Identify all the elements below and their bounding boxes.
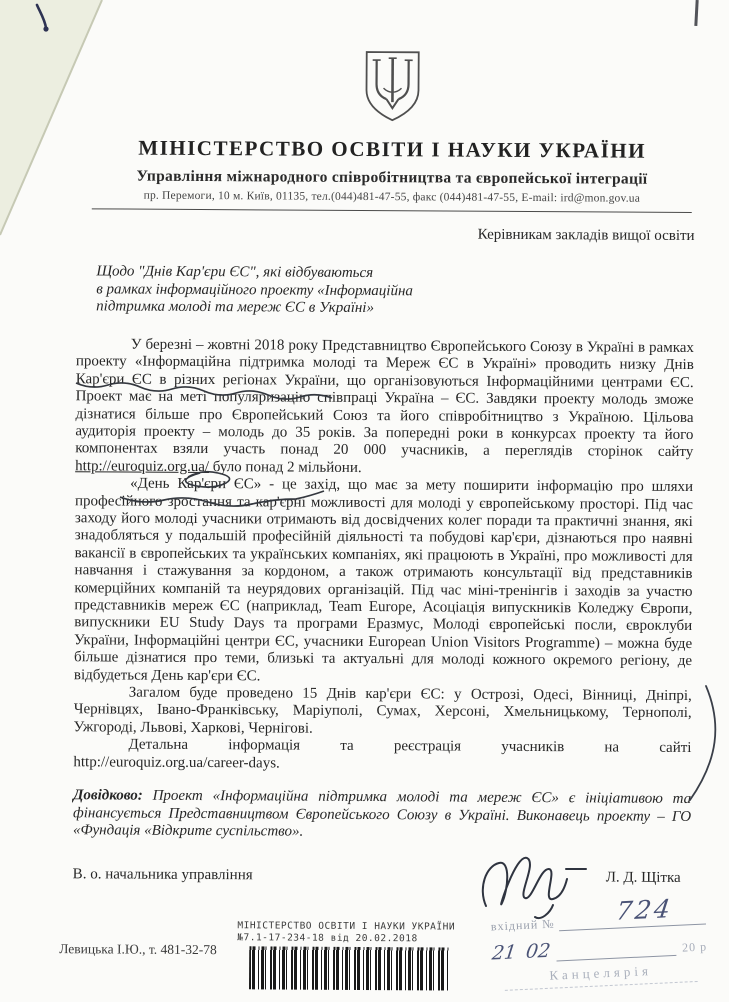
- executor-contact: Левицька І.Ю., т. 481-32-78: [59, 941, 217, 958]
- letter-content: [73, 224, 695, 887]
- paragraph-4-line-1: Детальна інформація та реєстрація учасників на сайті: [128, 736, 692, 757]
- ukraine-trident-emblem-icon: [363, 50, 421, 122]
- subject-line-1: Щодо "Днів Кар'єри ЄС", які відбуваються: [96, 263, 374, 282]
- registration-barcode: [249, 946, 449, 990]
- signature-row: [73, 866, 691, 887]
- stamp-month-handwritten: 02: [524, 939, 552, 963]
- euroquiz-url: http://euroquiz.org.ua/: [75, 457, 210, 475]
- signer-name: Л. Д. Щітка: [605, 869, 681, 886]
- subject-line-3: підтримка молоді та мереж ЄС в Україні»: [96, 298, 375, 317]
- paragraph-1: [75, 336, 694, 479]
- registration-ministry: МІНІСТЕРСТВО ОСВІТИ І НАУКИ УКРАЇНИ: [237, 920, 456, 933]
- registration-block: [237, 920, 497, 945]
- stamp-number-row: [490, 893, 707, 935]
- stamp-office-name: Канцелярія: [549, 963, 653, 983]
- ministry-name: МІНІСТЕРСТВО ОСВІТИ І НАУКИ УКРАЇНИ: [138, 135, 647, 163]
- paragraph-4: [73, 736, 691, 775]
- stamp-number-label: вхідний №: [490, 916, 555, 934]
- stamp-date-line: [556, 942, 676, 962]
- stamp-number-handwritten: 724: [614, 893, 675, 926]
- incoming-stamp: [490, 893, 709, 999]
- letterhead: [72, 48, 713, 213]
- letterhead-contacts: пр. Перемоги, 10 м. Київ, 01135, тел.(044)481-47-55, факс (044)481-47-55, E-mail: ird@mon.gov.ua: [143, 189, 641, 205]
- paragraph-4-period: .: [276, 755, 280, 772]
- reference-note-text: Проект «Інформаційна підтримка молоді та мереж ЄС» є ініціативою та фінансується Представництвом Європейського Союзу в Україні. Виконавець проекту – ГО «Фундація «Відкрите суспільство».: [72, 787, 692, 840]
- subject-block: [96, 264, 694, 320]
- letterhead-divider: [92, 208, 692, 213]
- stamp-day-handwritten: 21: [490, 941, 518, 965]
- addressee: Керівникам закладів вищої освіти: [477, 226, 695, 245]
- stamp-year-suffix: 20 р: [681, 939, 708, 955]
- career-days-url: http://euroquiz.org.ua/career-days: [73, 753, 277, 772]
- registration-number: №7.1-17-234-18 від 20.02.2018: [237, 931, 418, 944]
- paragraph-1-text-b: було понад 2 мільйони.: [209, 458, 362, 476]
- paragraph-2: «День Кар'єри ЄС» - це захід, що має за мету поширити інформацію про шляхи професійного зростання та кар'єрні можливості для молоді у європейському просторі. Під час заходу його молоді учасники отримають від досвідчених колег поради та практичні знання, які знадобляться у подальшій професійній діяльності та побудові кар'єри, дізнаються про наявні вакансії в європейських та українських компаніях, які працюють в Україні, про можливості для навчання і стажування за кордоном, а також отримають консультації від представників комерційних компаній та неурядових організацій. Під час міні-тренінгів і заходів за участю представників мереж ЄС (наприклад, Team Europe, Асоціація випускників Коледжу Європи, випускники EU Study Days та програми Еразмус, Молоді європейські посли, євроклуби України, Інформаційні центри ЄС, учасники European Union Visitors Programme) – можна буде більше дізнатися про теми, близькі та актуальні для молоді кожного окремого регіону, де відбудеться День кар'єри ЄС.: [73, 475, 694, 684]
- reference-note-label: Довідково:: [73, 787, 143, 804]
- stamp-number-line: [558, 893, 706, 932]
- stamp-date-row: [492, 932, 708, 964]
- department-name: Управління міжнародного співробітництва та європейської інтеграції: [136, 167, 648, 188]
- signer-position: В. о. начальника управління: [72, 866, 253, 884]
- subject-line-2: в рамках інформаційного проекту «Інформаційна: [96, 281, 413, 300]
- paragraph-3: Загалом буде проведено 15 Днів кар'єри ЄС: у Острозі, Одесі, Вінниці, Дніпрі, Чернівцях, Івано-Франківську, Маріуполі, Сумах, Херсоні, Хмельницькому, Тернополі, Ужгороді, Львові, Харкові, Чернігові.: [73, 684, 692, 737]
- paragraph-1-text-a: У березні – жовтні 2018 року Представництво Європейського Союзу в Україні в рамках проекту «Інформаційна підтримка молоді та Мереж ЄС в Україні» проводить низку Днів Кар'єри ЄС в різних регіонах України, що організовуються Інформаційними центрами ЄС. Проект має на меті популяризацію співпраці Україна – ЄС. Завдяки проекту молодь зможе дізнатися більше про Європейський Союз та його співробітництво з Україною. Цільова аудиторія проекту – молодь до 35 років. За попередні роки в конкурсах проекту та його компонентах взяли участь понад 20 000 учасників, а переглядів сторінок сайту: [75, 336, 694, 461]
- reference-note: [73, 787, 691, 844]
